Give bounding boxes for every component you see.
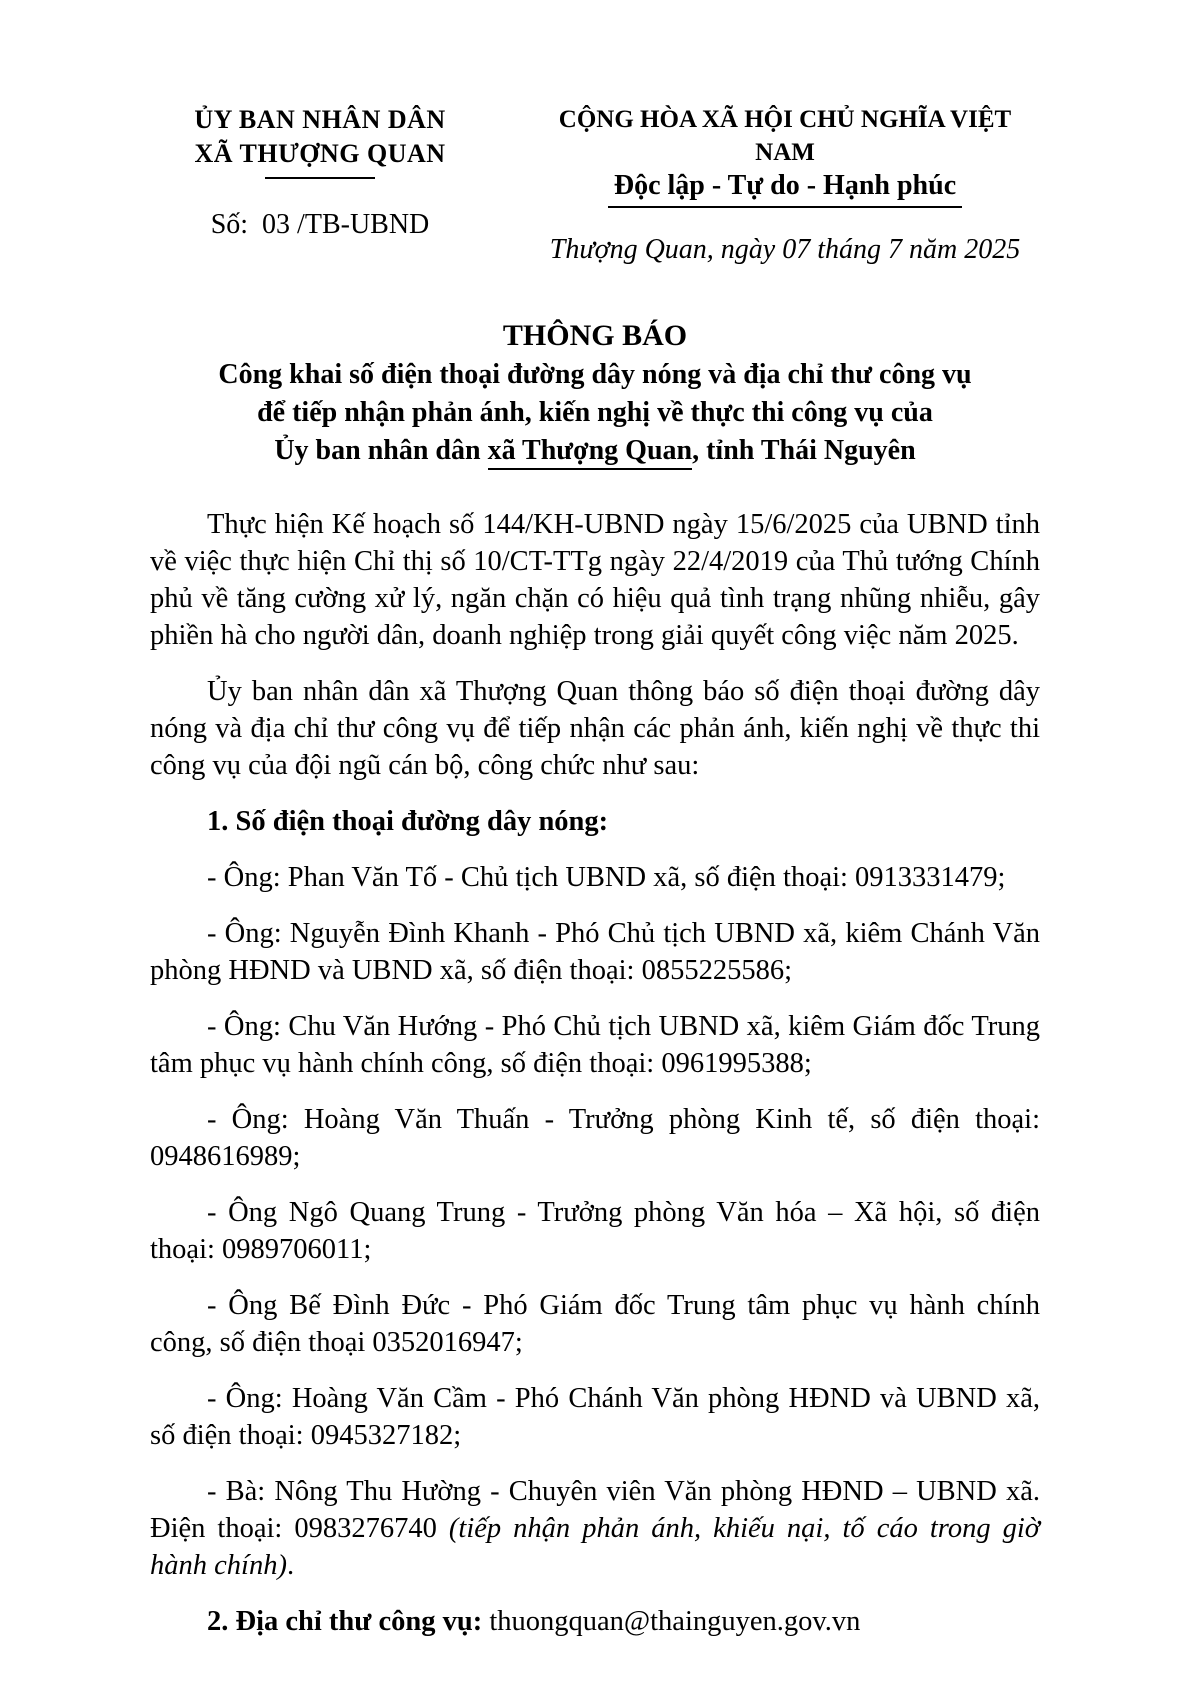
section1-heading: 1. Số điện thoại đường dây nóng: <box>207 806 609 837</box>
hotline-item <box>150 1380 1040 1454</box>
issuing-authority-line2: XÃ THƯỢNG QUAN <box>194 139 446 168</box>
hotline-item-text: - Ông: Nguyễn Đình Khanh - Phó Chủ tịch UBND xã, kiêm Chánh Văn phòng HĐND và UBND xã, số điện thoại: 0855225586; <box>150 918 1040 986</box>
section2-line <box>150 1603 1040 1640</box>
hotline-item-text: - Ông Ngô Quang Trung - Trưởng phòng Văn hóa – Xã hội, số điện thoại: 0989706011; <box>150 1197 1040 1265</box>
national-header-block <box>530 103 1040 266</box>
official-email-address: thuongquan@thainguyen.gov.vn <box>489 1606 861 1637</box>
title-block <box>150 316 1040 470</box>
hotline-item-text: - Ông: Chu Văn Hướng - Phó Chủ tịch UBND xã, kiêm Giám đốc Trung tâm phục vụ hành chính công, số điện thoại: 0961995388; <box>150 1011 1040 1079</box>
subtitle-line3-suffix: , tỉnh Thái Nguyên <box>692 435 916 466</box>
intro-paragraph-2: Ủy ban nhân dân xã Thượng Quan thông báo số điện thoại đường dây nóng và địa chỉ thư công vụ để tiếp nhận các phản ánh, kiến nghị về thực thi công vụ của đội ngũ cán bộ, công chức như sau: <box>150 676 1040 781</box>
subtitle-line3-underlined-commune: xã Thượng Quan <box>488 435 693 470</box>
hotline-item <box>150 1194 1040 1268</box>
document-header <box>150 103 1040 266</box>
document-subtitle-line1: Công khai số điện thoại đường dây nóng và địa chỉ thư công vụ <box>218 359 972 390</box>
hotline-item <box>150 1101 1040 1175</box>
hotline-item <box>150 859 1040 896</box>
issuing-authority-line1: ỦY BAN NHÂN DÂN <box>194 105 446 134</box>
hotline-item-text: - Ông: Phan Văn Tố - Chủ tịch UBND xã, số điện thoại: 0913331479; <box>207 862 1006 893</box>
intro-paragraph-1: Thực hiện Kế hoạch số 144/KH-UBND ngày 15/6/2025 của UBND tỉnh về việc thực hiện Chỉ thị số 10/CT-TTg ngày 22/4/2019 của Thủ tướng Chính phủ về tăng cường xử lý, ngăn chặn có hiệu quả tình trạng nhũng nhiễu, gây phiền hà cho người dân, doanh nghiệp trong giải quyết công việc năm 2025. <box>150 509 1040 651</box>
document-body <box>150 506 1040 1640</box>
document-subtitle-line3 <box>150 432 1040 470</box>
hotline-item <box>150 915 1040 989</box>
subtitle-line3-prefix: Ủy ban nhân dân <box>274 435 488 466</box>
document-subtitle-line2: để tiếp nhận phản ánh, kiến nghị về thực thi công vụ của <box>257 397 933 428</box>
hotline-item-note-italic: (tiếp nhận phản ánh, khiếu nại, tố cáo trong giờ hành chính) <box>150 1513 1040 1581</box>
place-date-line: Thượng Quan, ngày 07 tháng 7 năm 2025 <box>549 234 1021 265</box>
header-left-divider <box>265 177 375 179</box>
national-motto: Độc lập - Tự do - Hạnh phúc <box>608 169 962 208</box>
section2-heading: 2. Địa chỉ thư công vụ: <box>207 1606 490 1637</box>
hotline-item <box>150 1287 1040 1361</box>
hotline-item <box>150 1008 1040 1082</box>
document-title: THÔNG BÁO <box>502 319 688 352</box>
hotline-item-text: - Ông: Hoàng Văn Thuấn - Trưởng phòng Kinh tế, số điện thoại: 0948616989; <box>150 1104 1040 1172</box>
national-title: CỘNG HÒA XÃ HỘI CHỦ NGHĨA VIỆT NAM <box>558 106 1012 166</box>
hotline-item-text: - Ông: Hoàng Văn Cầm - Phó Chánh Văn phòng HĐND và UBND xã, số điện thoại: 0945327182; <box>150 1383 1040 1451</box>
document-number: Số: 03 /TB-UBND <box>210 209 430 240</box>
hotline-item-text: - Ông Bế Đình Đức - Phó Giám đốc Trung tâm phục vụ hành chính công, số điện thoại 0352016947; <box>150 1290 1040 1358</box>
hotline-item-text: - Bà: Nông Thu Hường - Chuyên viên Văn phòng HĐND – UBND xã. Điện thoại: 0983276740 <box>150 1476 1040 1544</box>
issuing-authority-block <box>150 103 490 241</box>
hotline-item-period: . <box>286 1550 295 1581</box>
hotline-item <box>150 1473 1040 1584</box>
